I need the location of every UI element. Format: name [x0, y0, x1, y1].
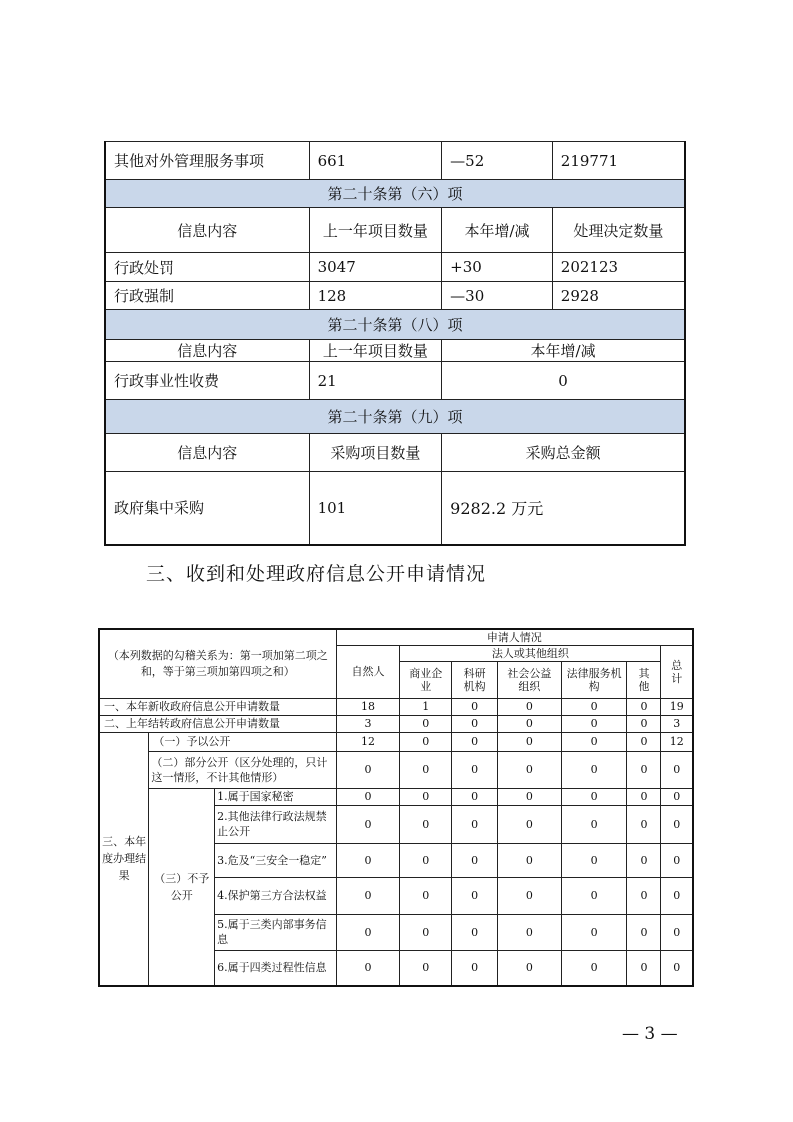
cell-value: 0 [627, 914, 661, 950]
row-label: 3.危及“三安全一稳定” [215, 843, 336, 877]
cell-value: 0 [400, 751, 452, 788]
cell-value: 0 [400, 843, 452, 877]
cell-value: 0 [627, 805, 661, 843]
cell-value: 0 [561, 698, 627, 715]
section-header-row [105, 400, 685, 434]
withheld-group-label: （三）不予公开 [149, 788, 215, 986]
table-row [99, 788, 693, 805]
cell-value: 18 [336, 698, 400, 715]
cell-value: 0 [336, 914, 400, 950]
cell-value: 0 [627, 843, 661, 877]
row-label: （一）予以公开 [149, 732, 336, 751]
section-heading: 三、收到和处理政府信息公开申请情况 [146, 563, 487, 585]
cell-value: 0 [627, 698, 661, 715]
table-row [99, 715, 693, 732]
prev-count: 128 [309, 282, 442, 310]
cell-value: 0 [452, 715, 498, 732]
change-value: +30 [442, 253, 553, 282]
cell-value: 0 [661, 914, 693, 950]
cell-value: 1 [400, 698, 452, 715]
column-header-row [105, 340, 685, 362]
table-row [99, 698, 693, 715]
purchase-count: 101 [309, 472, 442, 545]
cell-value: 0 [498, 698, 562, 715]
applicant-header: 申请人情况 [336, 629, 693, 645]
cell-value: 3 [336, 715, 400, 732]
section-title: 第二十条第（六）项 [105, 180, 685, 208]
cell-value: 0 [661, 751, 693, 788]
column-header: 本年增/减 [442, 208, 553, 253]
cell-value: 0 [400, 732, 452, 751]
disclosure-requests-table [98, 628, 694, 987]
row-label: 6.属于四类过程性信息 [215, 950, 336, 986]
cell-value: 0 [400, 788, 452, 805]
table-row [105, 142, 685, 180]
cell-value: 0 [452, 843, 498, 877]
decision-count: 202123 [552, 253, 685, 282]
table-row [105, 472, 685, 545]
section-title: 第二十条第（八）项 [105, 310, 685, 340]
cell-value: 0 [627, 732, 661, 751]
legal-entity-header: 法人或其他组织 [400, 645, 661, 661]
cell-value: 0 [661, 843, 693, 877]
total-header: 总计 [661, 645, 693, 698]
result-group-label: 三、本年度办理结果 [99, 732, 149, 986]
column-header: 处理决定数量 [552, 208, 685, 253]
cell-value: 0 [452, 805, 498, 843]
cell-value: 0 [452, 788, 498, 805]
change-value: 0 [442, 362, 685, 400]
cell-value: 0 [400, 715, 452, 732]
column-header: 信息内容 [105, 434, 309, 472]
row-label: 一、本年新收政府信息公开申请数量 [99, 698, 336, 715]
cell-value: 0 [400, 877, 452, 914]
cell-value: 0 [627, 950, 661, 986]
column-header: 本年增/减 [442, 340, 685, 362]
cell-value: 0 [661, 805, 693, 843]
cell-value: 0 [498, 950, 562, 986]
cell-value: 0 [498, 805, 562, 843]
cell-value: 12 [336, 732, 400, 751]
cell-value: 0 [336, 843, 400, 877]
table-row [99, 751, 693, 788]
purchase-amount: 9282.2 万元 [442, 472, 685, 545]
cell-value: 0 [561, 715, 627, 732]
column-header: 信息内容 [105, 340, 309, 362]
cell-value: 0 [661, 877, 693, 914]
section-header-row [105, 310, 685, 340]
cell-value: 0 [400, 914, 452, 950]
cell-value: 0 [627, 877, 661, 914]
change-value: —52 [442, 142, 553, 180]
sub-header: 科研机构 [452, 661, 498, 698]
table-row [105, 253, 685, 282]
row-label: 1.属于国家秘密 [215, 788, 336, 805]
admin-matters-table [104, 141, 686, 546]
cell-value: 0 [498, 715, 562, 732]
cell-value: 12 [661, 732, 693, 751]
sub-header: 社会公益组织 [498, 661, 562, 698]
row-label: 政府集中采购 [105, 472, 309, 545]
row-label: 2.其他法律行政法规禁止公开 [215, 805, 336, 843]
cell-value: 0 [561, 751, 627, 788]
natural-person-header: 自然人 [336, 645, 400, 698]
cell-value: 0 [452, 950, 498, 986]
header-row [99, 629, 693, 645]
cell-value: 0 [498, 843, 562, 877]
decision-count: 2928 [552, 282, 685, 310]
cell-value: 0 [561, 805, 627, 843]
cell-value: 0 [561, 914, 627, 950]
row-label: 二、上年结转政府信息公开申请数量 [99, 715, 336, 732]
cell-value: 0 [498, 914, 562, 950]
cell-value: 0 [400, 950, 452, 986]
column-header: 信息内容 [105, 208, 309, 253]
prev-count: 3047 [309, 253, 442, 282]
cell-value: 0 [400, 805, 452, 843]
cell-value: 0 [452, 914, 498, 950]
cell-value: 0 [627, 788, 661, 805]
cell-value: 0 [336, 751, 400, 788]
cell-value: 0 [561, 843, 627, 877]
cell-value: 0 [661, 788, 693, 805]
cell-value: 0 [336, 805, 400, 843]
sub-header: 商业企业 [400, 661, 452, 698]
row-label: 5.属于三类内部事务信息 [215, 914, 336, 950]
column-header: 采购总金额 [442, 434, 685, 472]
table-row [99, 732, 693, 751]
column-header-row [105, 434, 685, 472]
cell-value: 0 [336, 788, 400, 805]
row-label: 行政处罚 [105, 253, 309, 282]
cell-value: 0 [452, 877, 498, 914]
cell-value: 19 [661, 698, 693, 715]
row-label: 行政强制 [105, 282, 309, 310]
cell-value: 0 [561, 877, 627, 914]
prev-count: 661 [309, 142, 442, 180]
cell-value: 0 [561, 732, 627, 751]
cell-value: 0 [498, 751, 562, 788]
column-header: 上一年项目数量 [309, 208, 442, 253]
table-row [105, 362, 685, 400]
decision-count: 219771 [552, 142, 685, 180]
cell-value: 0 [452, 732, 498, 751]
prev-count: 21 [309, 362, 442, 400]
cell-value: 0 [561, 788, 627, 805]
cell-value: 3 [661, 715, 693, 732]
row-label: （二）部分公开（区分处理的，只计这一情形，不计其他情形） [149, 751, 336, 788]
sub-header: 其他 [627, 661, 661, 698]
cell-value: 0 [336, 877, 400, 914]
cell-value: 0 [336, 950, 400, 986]
change-value: —30 [442, 282, 553, 310]
table-row [105, 282, 685, 310]
note-cell: （本列数据的勾稽关系为：第一项加第二项之和，等于第三项加第四项之和） [99, 629, 336, 698]
cell-value: 0 [452, 698, 498, 715]
cell-value: 0 [627, 715, 661, 732]
cell-value: 0 [627, 751, 661, 788]
cell-value: 0 [498, 877, 562, 914]
row-label: 行政事业性收费 [105, 362, 309, 400]
column-header: 上一年项目数量 [309, 340, 442, 362]
row-label: 4.保护第三方合法权益 [215, 877, 336, 914]
section-header-row [105, 180, 685, 208]
column-header: 采购项目数量 [309, 434, 442, 472]
row-label: 其他对外管理服务事项 [105, 142, 309, 180]
section-title: 第二十条第（九）项 [105, 400, 685, 434]
cell-value: 0 [498, 788, 562, 805]
cell-value: 0 [498, 732, 562, 751]
page-number: — 3 — [622, 1024, 678, 1044]
cell-value: 0 [561, 950, 627, 986]
sub-header: 法律服务机构 [561, 661, 627, 698]
cell-value: 0 [661, 950, 693, 986]
column-header-row [105, 208, 685, 253]
cell-value: 0 [452, 751, 498, 788]
